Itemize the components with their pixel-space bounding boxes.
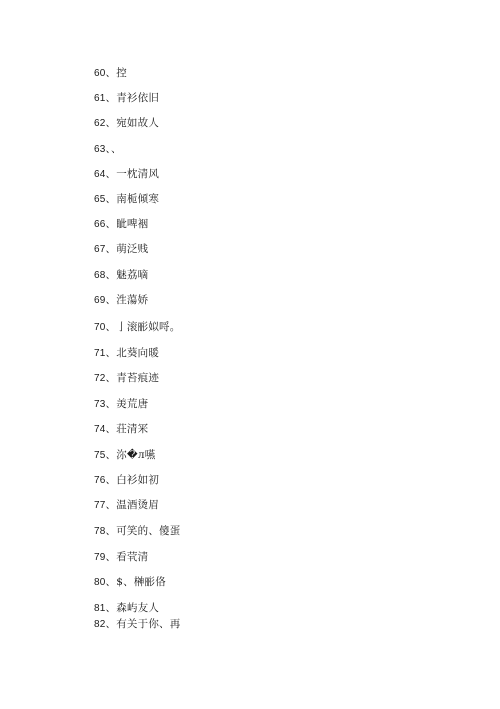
item-separator: 、 <box>105 499 117 511</box>
list-item <box>94 293 148 308</box>
list-item <box>94 575 166 590</box>
item-text: 魅荔嘀 <box>116 269 149 281</box>
item-separator: 、 <box>105 117 117 129</box>
item-text: 萌泛贱 <box>116 243 149 255</box>
list-item <box>94 550 148 565</box>
item-separator: 、 <box>105 423 117 435</box>
item-separator: 、 <box>105 193 117 205</box>
item-number: 76 <box>94 475 106 486</box>
item-number: 68 <box>94 270 106 281</box>
item-number: 63 <box>94 144 106 155</box>
item-number: 77 <box>94 500 106 511</box>
item-separator: 、 <box>105 618 117 630</box>
item-text: 眦啤裀 <box>116 218 149 230</box>
list-item <box>94 116 159 131</box>
item-text: 、 <box>110 143 122 155</box>
item-number: 60 <box>94 68 106 79</box>
item-number: 73 <box>94 399 106 410</box>
list-item <box>94 320 180 335</box>
list-item <box>94 524 180 539</box>
item-number: 65 <box>94 194 106 205</box>
list-item <box>94 397 148 412</box>
item-separator: 、 <box>105 576 117 588</box>
item-text: 荘清冞 <box>116 423 149 435</box>
item-separator: 、 <box>105 269 117 281</box>
item-text: 青衫依旧 <box>116 92 160 104</box>
list-item <box>94 242 148 257</box>
list-item <box>94 617 180 632</box>
item-number: 78 <box>94 526 106 537</box>
list-item <box>94 422 148 437</box>
item-separator: 、 <box>105 143 111 155</box>
item-separator: 、 <box>105 67 117 79</box>
item-number: 69 <box>94 295 106 306</box>
item-text: $、榊彨佫 <box>116 576 166 588</box>
item-separator: 、 <box>105 347 117 359</box>
list-item <box>94 167 159 182</box>
item-separator: 、 <box>105 168 117 180</box>
item-text: 森屿友人 <box>116 602 160 614</box>
item-text: 白衫如初 <box>116 474 160 486</box>
item-text: 一枕清风 <box>116 168 160 180</box>
item-number: 64 <box>94 169 106 180</box>
item-number: 66 <box>94 219 106 230</box>
list-item <box>94 448 155 463</box>
item-separator: 、 <box>105 294 117 306</box>
item-text: 控 <box>116 67 127 79</box>
list-item <box>94 192 159 207</box>
item-text: 北葵向暖 <box>116 347 160 359</box>
item-number: 80 <box>94 577 106 588</box>
item-separator: 、 <box>105 243 117 255</box>
item-number: 81 <box>94 603 106 614</box>
item-number: 67 <box>94 244 106 255</box>
item-separator: 、 <box>105 525 117 537</box>
item-number: 72 <box>94 373 106 384</box>
item-number: 75 <box>94 450 106 461</box>
list-item <box>94 346 159 361</box>
item-text: 宛如故人 <box>116 117 160 129</box>
item-separator: 、 <box>105 602 117 614</box>
item-number: 70 <box>94 322 106 333</box>
list-item <box>94 142 122 157</box>
item-number: 82 <box>94 619 106 630</box>
item-text: 泩蕩娇 <box>116 294 149 306</box>
item-separator: 、 <box>105 474 117 486</box>
list-item <box>94 498 159 513</box>
item-separator: 、 <box>105 398 117 410</box>
item-text: 亅滚彨姒哷。 <box>116 321 181 333</box>
list-item <box>94 217 148 232</box>
item-text: 青苔痕迹 <box>116 372 160 384</box>
item-text: 羙荒唐 <box>116 398 149 410</box>
item-number: 74 <box>94 424 106 435</box>
list-item <box>94 91 159 106</box>
list-item <box>94 66 127 81</box>
item-separator: 、 <box>105 321 117 333</box>
item-separator: 、 <box>105 372 117 384</box>
item-number: 79 <box>94 552 106 563</box>
item-separator: 、 <box>105 218 117 230</box>
list-item <box>94 473 159 488</box>
item-separator: 、 <box>105 449 117 461</box>
item-text: 有关于你、再 <box>116 618 181 630</box>
item-number: 61 <box>94 93 106 104</box>
list-item <box>94 268 148 283</box>
item-separator: 、 <box>105 92 117 104</box>
item-text: 温酒烫眉 <box>116 499 160 511</box>
list-item <box>94 371 159 386</box>
item-text: 南栀倾寒 <box>116 193 160 205</box>
item-text: 可笑的、傻蛋 <box>116 525 181 537</box>
list-item <box>94 601 159 616</box>
item-number: 71 <box>94 348 106 359</box>
item-text: 看茕清 <box>116 551 149 563</box>
item-number: 62 <box>94 118 106 129</box>
item-text: 沵�л嚥 <box>116 449 156 461</box>
item-separator: 、 <box>105 551 117 563</box>
